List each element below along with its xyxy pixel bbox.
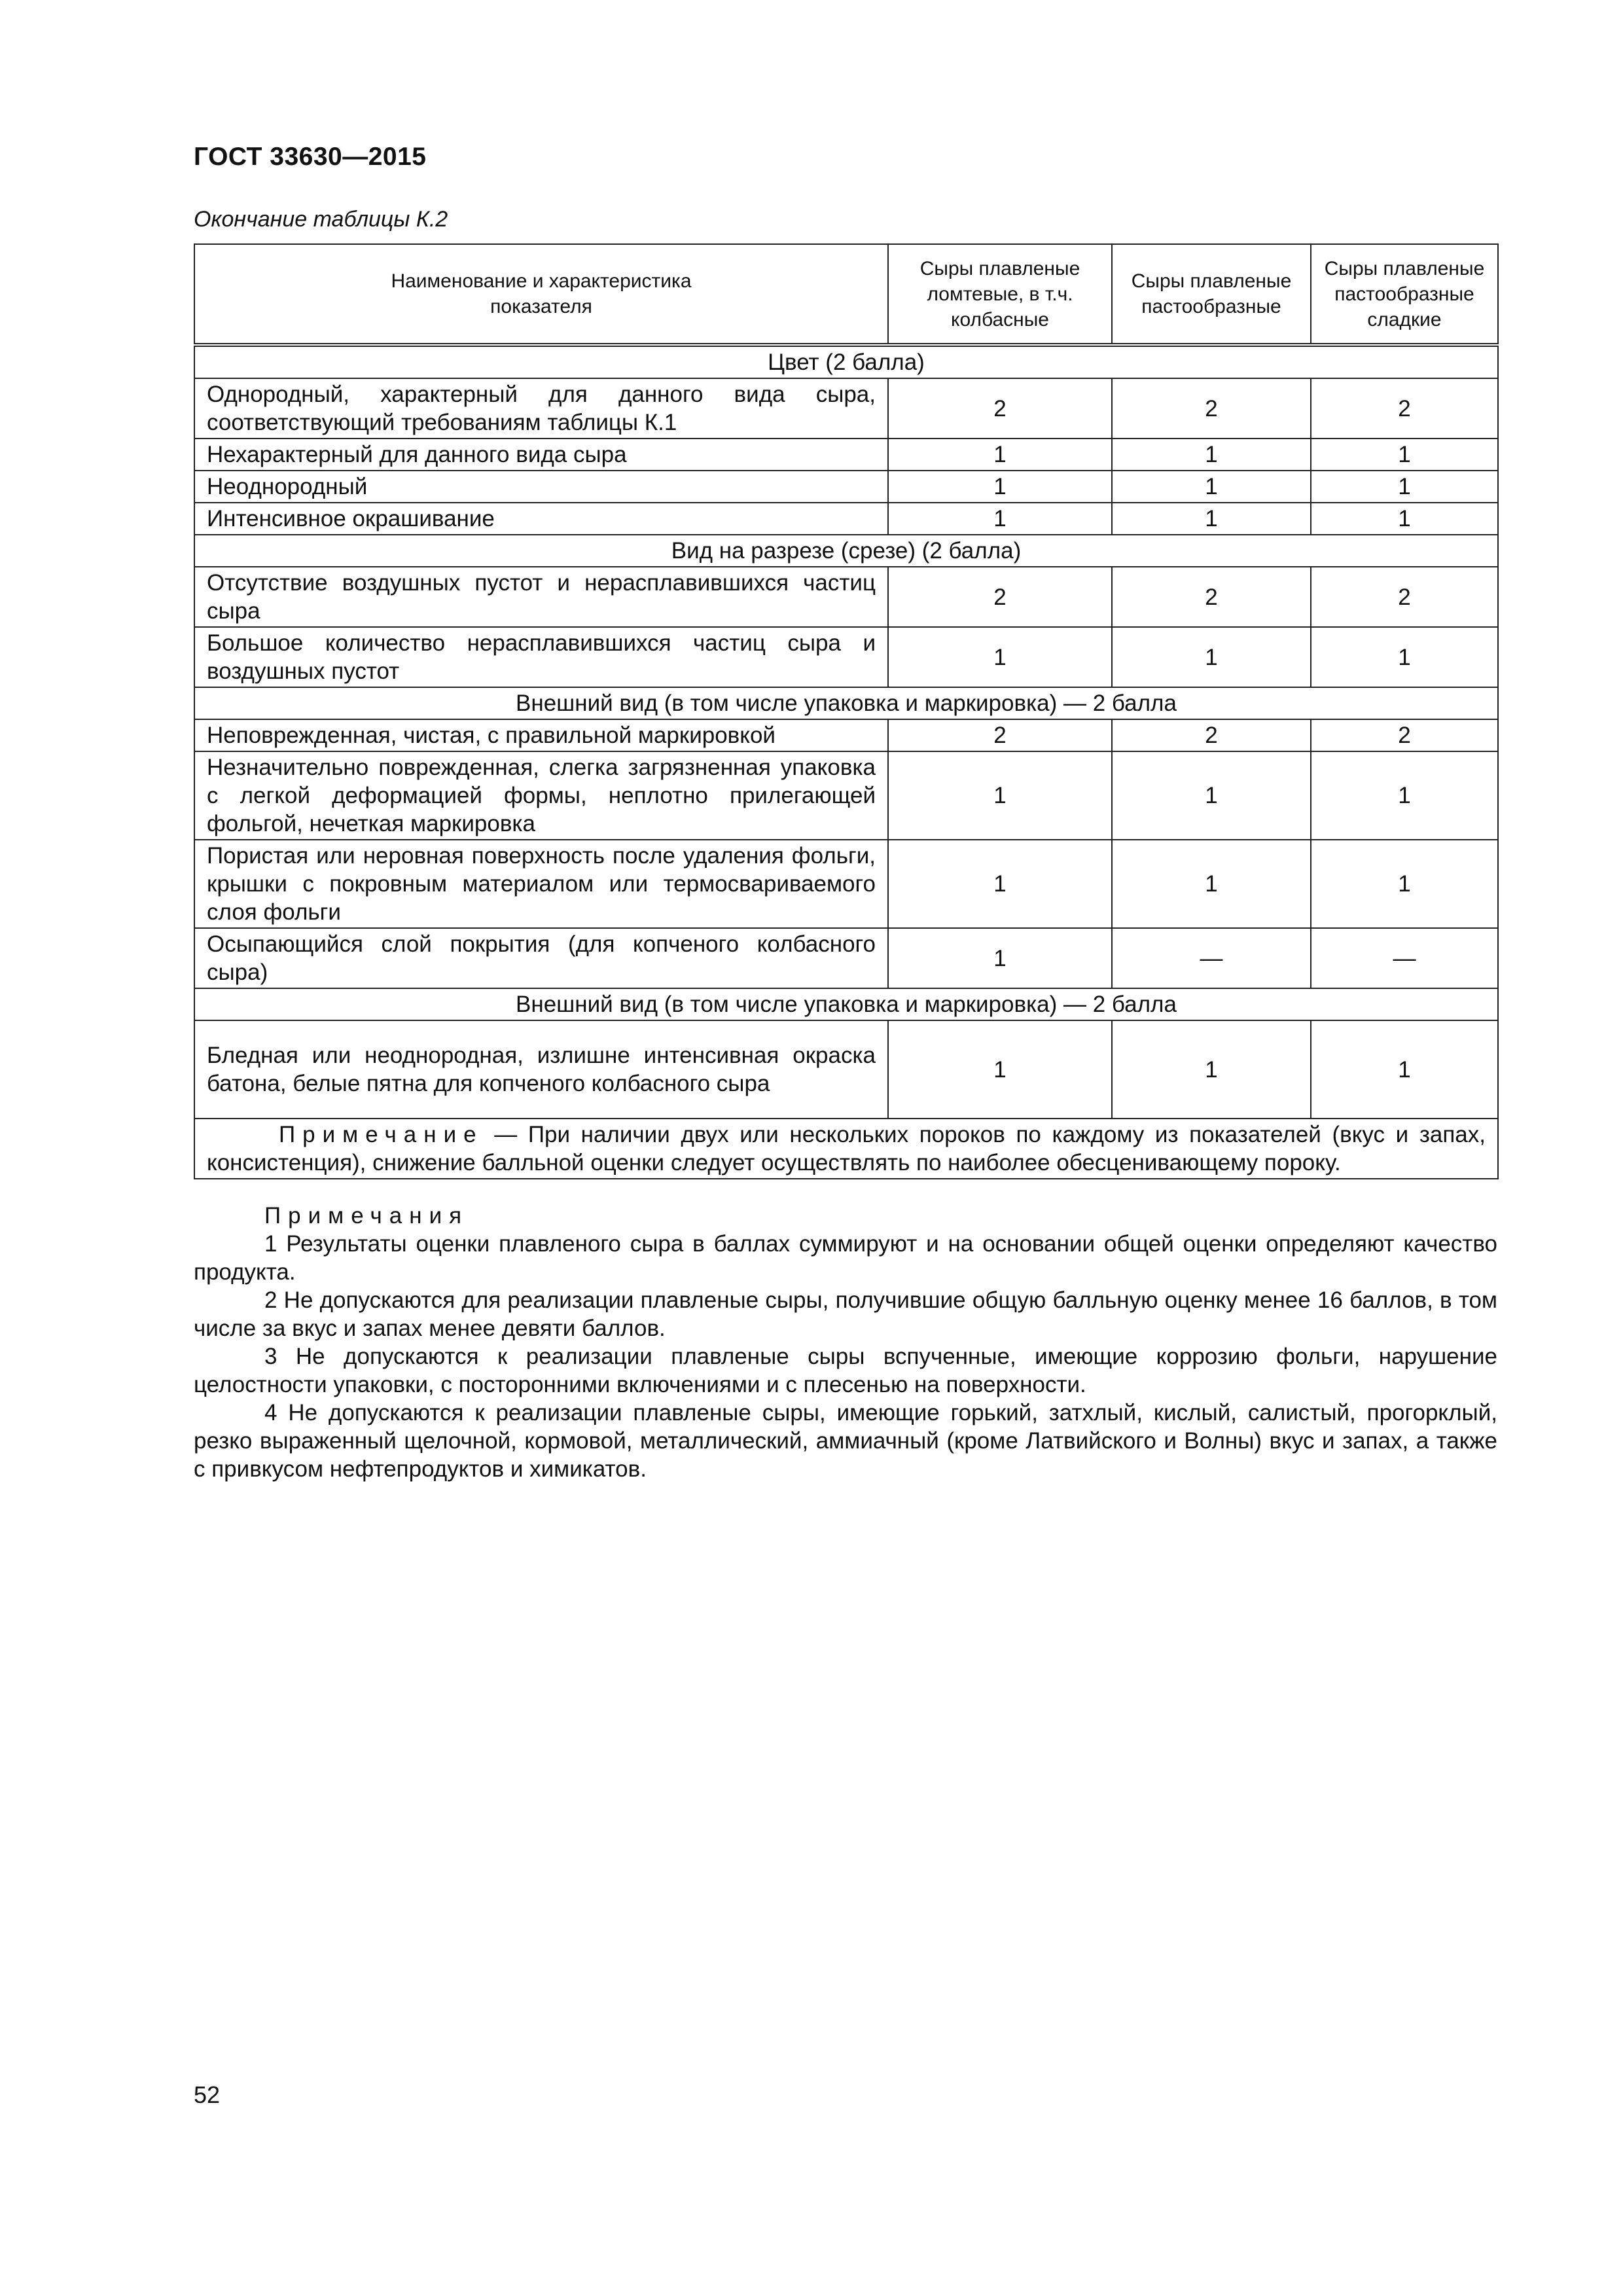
standard-number: ГОСТ 33630—2015: [194, 143, 427, 171]
header-sliced: Сыры плавленые ломтевые, в т.ч. колбасные: [888, 244, 1112, 345]
table-row: [194, 503, 1498, 535]
row-value-sliced: 1: [888, 627, 1112, 687]
section-row: [194, 988, 1498, 1020]
row-value-sliced: 1: [888, 471, 1112, 503]
section-title: Вид на разрезе (срезе) (2 балла): [194, 535, 1498, 567]
table-row: [194, 378, 1498, 439]
row-value-paste-sweet: 1: [1311, 1020, 1498, 1119]
table-note-label: Примечание: [279, 1122, 484, 1147]
row-value-paste-sweet: 1: [1311, 471, 1498, 503]
row-name: Нехарактерный для данного вида сыра: [194, 439, 888, 471]
header-paste-sweet: Сыры плавленые пастообразные сладкие: [1311, 244, 1498, 345]
table-row: [194, 627, 1498, 687]
row-name: Однородный, характерный для данного вида сыра, соответствующий требованиям таблицы К.1: [194, 378, 888, 439]
header-indicator: Наименование и характеристика показателя: [194, 244, 888, 345]
row-value-sliced: 2: [888, 378, 1112, 439]
table-row: [194, 719, 1498, 751]
row-value-paste: 1: [1112, 840, 1311, 928]
table-row: [194, 1020, 1498, 1119]
row-value-sliced: 1: [888, 439, 1112, 471]
section-title: Цвет (2 балла): [194, 345, 1498, 378]
row-name: Незначительно поврежденная, слегка загрязненная упаковка с легкой деформацией формы, неплотно прилегающей фольгой, нечеткая маркировка: [194, 751, 888, 840]
row-value-paste: 1: [1112, 627, 1311, 687]
note-item: 4 Не допускаются к реализации плавленые сыры, имеющие горький, затхлый, кислый, салистый, прогорклый, резко выраженный щелочной, кормовой, металлический, аммиачный (кроме Латвийского и Волны) вкус и запах, а также с привкусом нефтепродуктов и химикатов.: [194, 1400, 1497, 1482]
row-value-sliced: 1: [888, 503, 1112, 535]
row-value-sliced: 1: [888, 751, 1112, 840]
table-row: [194, 471, 1498, 503]
table-row: [194, 928, 1498, 988]
row-value-paste-sweet: 1: [1311, 503, 1498, 535]
row-value-paste: 1: [1112, 751, 1311, 840]
row-value-paste: 2: [1112, 719, 1311, 751]
row-value-paste: 1: [1112, 471, 1311, 503]
row-name: Неповрежденная, чистая, с правильной маркировкой: [194, 719, 888, 751]
row-value-sliced: 1: [888, 1020, 1112, 1119]
notes-heading: Примечания: [264, 1203, 469, 1229]
row-value-paste-sweet: 1: [1311, 840, 1498, 928]
header-paste: Сыры плавленые пастообразные: [1112, 244, 1311, 345]
table-header-row: [194, 244, 1498, 345]
row-value-sliced: 2: [888, 719, 1112, 751]
table-row: [194, 439, 1498, 471]
table-row: [194, 567, 1498, 627]
page-number: 52: [194, 2081, 221, 2108]
row-value-paste-sweet: 2: [1311, 378, 1498, 439]
note-item: 1 Результаты оценки плавленого сыра в баллах суммируют и на основании общей оценки определяют качество продукта.: [194, 1231, 1497, 1285]
row-value-paste: 2: [1112, 378, 1311, 439]
row-value-sliced: 1: [888, 840, 1112, 928]
row-value-paste: —: [1112, 928, 1311, 988]
notes-block: [194, 1202, 1497, 1483]
row-name: Интенсивное окрашивание: [194, 503, 888, 535]
row-name: Пористая или неровная поверхность после удаления фольги, крышки с покровным материалом или термосвариваемого слоя фольги: [194, 840, 888, 928]
note-item: 3 Не допускаются к реализации плавленые сыры вспученные, имеющие коррозию фольги, нарушение целостности упаковки, с посторонними включениями и с плесенью на поверхности.: [194, 1344, 1497, 1397]
row-value-paste-sweet: 2: [1311, 719, 1498, 751]
section-row: [194, 687, 1498, 719]
row-value-paste-sweet: 1: [1311, 751, 1498, 840]
row-value-paste: 1: [1112, 439, 1311, 471]
table-row: [194, 840, 1498, 928]
row-value-paste: 1: [1112, 503, 1311, 535]
row-value-paste: 2: [1112, 567, 1311, 627]
table-row: [194, 751, 1498, 840]
row-value-paste-sweet: 1: [1311, 627, 1498, 687]
row-value-sliced: 2: [888, 567, 1112, 627]
table-note-row: [194, 1119, 1498, 1179]
section-row: [194, 535, 1498, 567]
note-item: 2 Не допускаются для реализации плавленые сыры, получившие общую балльную оценку менее 16 баллов, в том числе за вкус и запах менее девяти баллов.: [194, 1287, 1497, 1341]
table-note: [194, 1119, 1498, 1179]
row-name: Большое количество нерасплавившихся частиц сыра и воздушных пустот: [194, 627, 888, 687]
table-caption: Окончание таблицы К.2: [194, 207, 448, 232]
scoring-table: [194, 243, 1499, 1179]
row-value-paste: 1: [1112, 1020, 1311, 1119]
row-value-paste-sweet: —: [1311, 928, 1498, 988]
table-note-text: — При наличии двух или нескольких пороков по каждому из показателей (вкус и запах, консистенция), снижение балльной оценки следует осуществлять по наиболее обесценивающему пороку.: [207, 1122, 1486, 1175]
row-value-paste-sweet: 1: [1311, 439, 1498, 471]
row-value-paste-sweet: 2: [1311, 567, 1498, 627]
section-row: [194, 345, 1498, 378]
row-value-sliced: 1: [888, 928, 1112, 988]
row-name: Бледная или неоднородная, излишне интенсивная окраска батона, белые пятна для копченого колбасного сыра: [194, 1020, 888, 1119]
row-name: Отсутствие воздушных пустот и нерасплавившихся частиц сыра: [194, 567, 888, 627]
row-name: Неоднородный: [194, 471, 888, 503]
row-name: Осыпающийся слой покрытия (для копченого колбасного сыра): [194, 928, 888, 988]
section-title: Внешний вид (в том числе упаковка и маркировка) — 2 балла: [194, 988, 1498, 1020]
section-title: Внешний вид (в том числе упаковка и маркировка) — 2 балла: [194, 687, 1498, 719]
